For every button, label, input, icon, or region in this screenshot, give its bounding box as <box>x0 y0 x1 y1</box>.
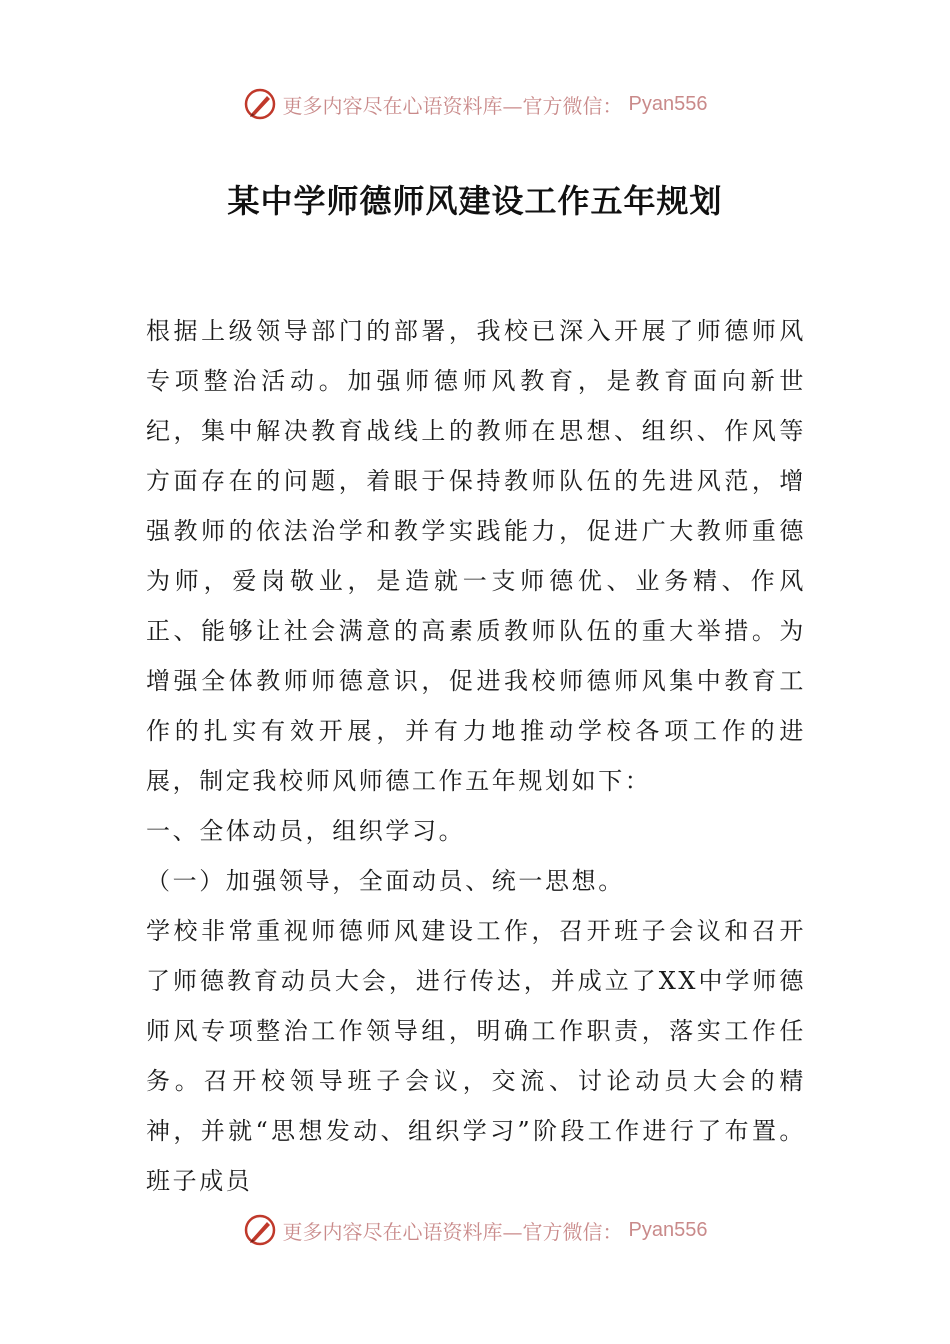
heading-subsection-1: （一）加强领导，全面动员、统一思想。 <box>146 867 625 895</box>
watermark-id: Pyan556 <box>628 92 708 115</box>
header-watermark <box>0 84 950 124</box>
pen-logo-icon <box>243 1213 277 1247</box>
heading-section-1: 一、全体动员，组织学习。 <box>146 817 466 845</box>
watermark-id: Pyan556 <box>628 1218 708 1241</box>
footer-watermark <box>0 1210 950 1250</box>
paragraph-intro: 根据上级领导部门的部署，我校已深入开展了师德师风专项整治活动。加强师德师风教育，是教育面向新世纪，集中解决教育战线上的教师在思想、组织、作风等方面存在的问题，着眼于保持教师队伍的先进风范，增强教师的依法治学和教学实践能力，促进广大教师重德为师，爱岗敬业，是造就一支师德优、业务精、作风正、能够让社会满意的高素质教师队伍的重大举措。为增强全体教师师德意识，促进我校师德师风集中教育工作的扎实有效开展，并有力地推动学校各项工作的进展，制定我校师风师德工作五年规划如下： <box>146 317 806 795</box>
paragraph-section-1: 学校非常重视师德师风建设工作，召开班子会议和召开了师德教育动员大会，进行传达，并成立了XX中学师德师风专项整治工作领导组，明确工作职责，落实工作任务。召开校领导班子会议，交流、讨论动员大会的精神，并就“思想发动、组织学习”阶段工作进行了布置。班子成员 <box>146 917 806 1195</box>
document-title: 某中学师德师风建设工作五年规划 <box>227 182 723 220</box>
pen-logo-icon <box>243 87 277 121</box>
watermark-text: 更多内容尽在心语资料库—官方微信： <box>282 93 623 118</box>
watermark-text: 更多内容尽在心语资料库—官方微信： <box>282 1219 623 1244</box>
document-body <box>146 306 806 1206</box>
